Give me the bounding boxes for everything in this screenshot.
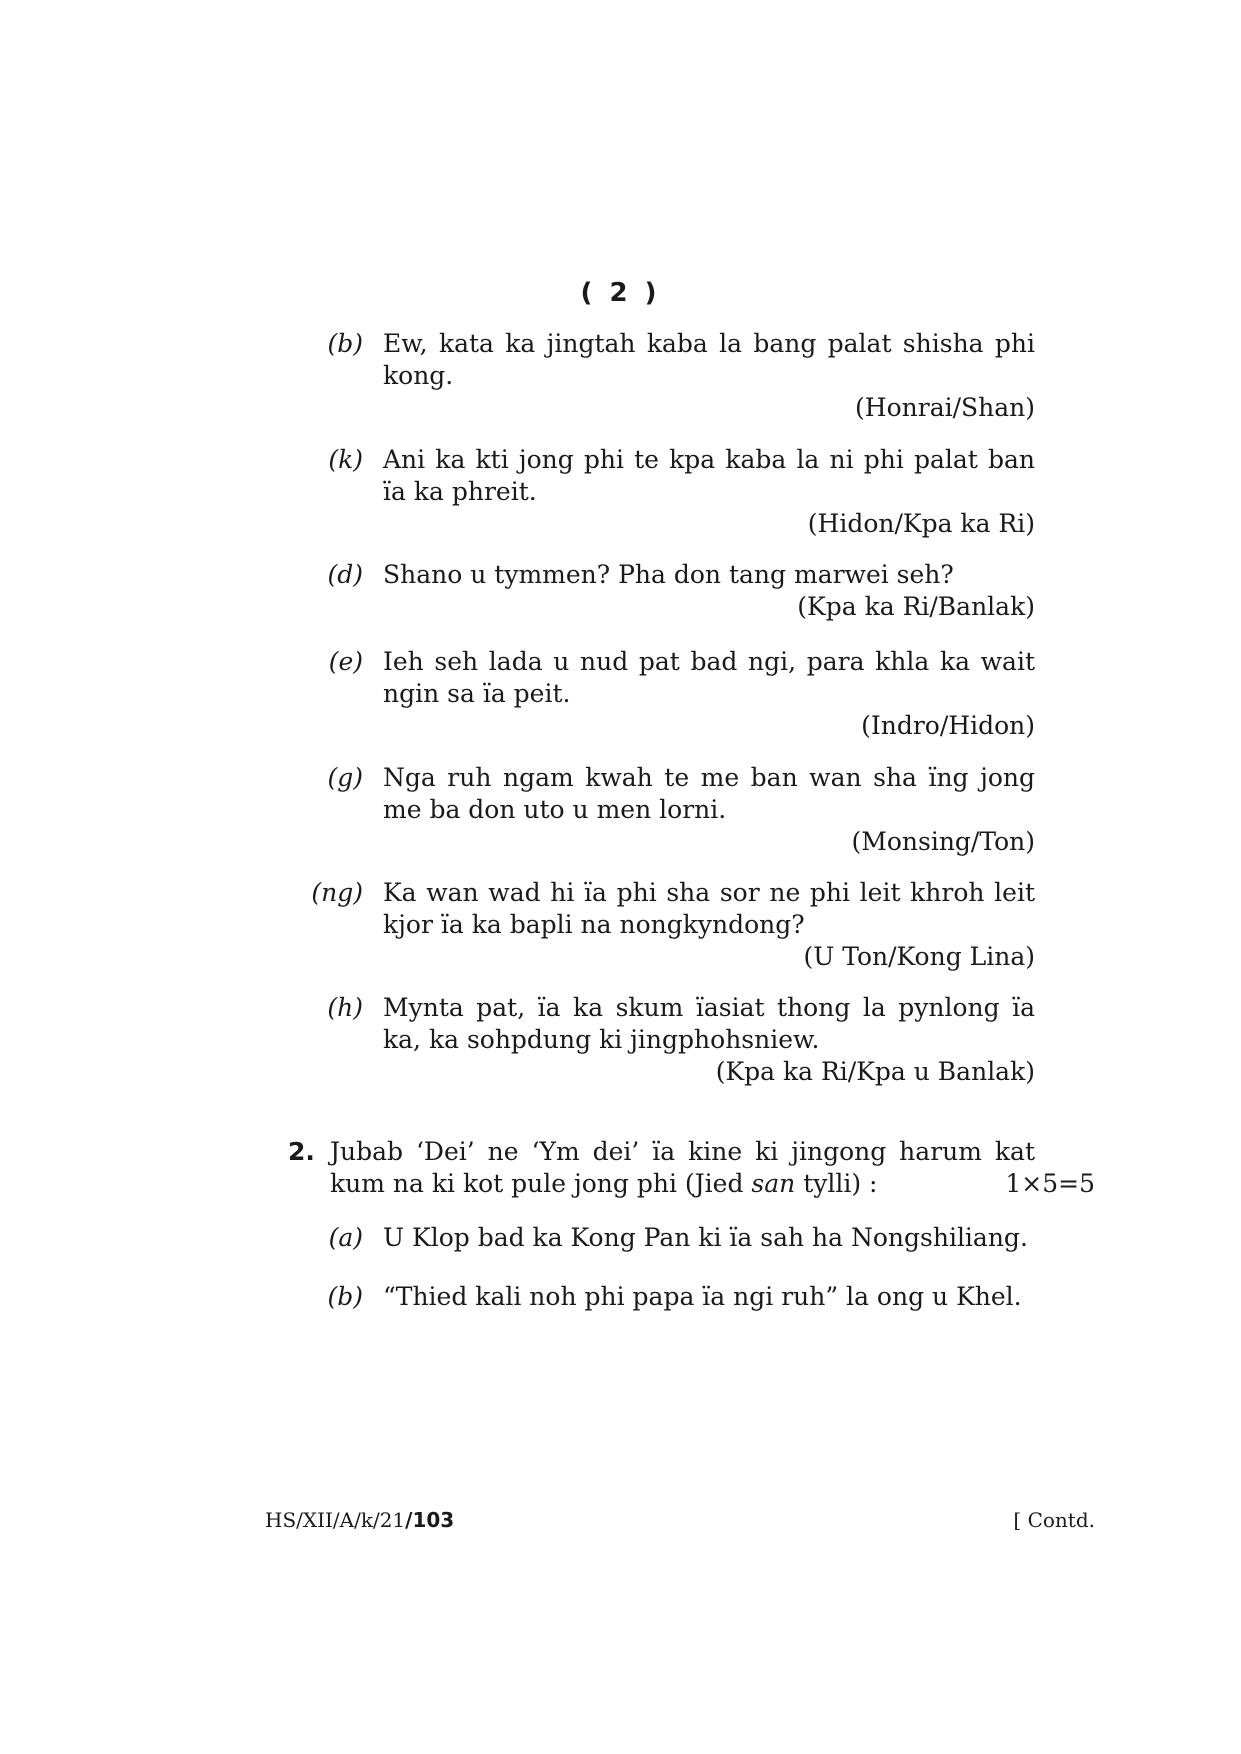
- question-text-italic: san: [751, 1169, 796, 1198]
- item-text: “Thied kali noh phi papa ïa ngi ruh” la ong u Khel.: [383, 1282, 1022, 1311]
- item-text: Ani ka kti jong phi te kpa kaba la ni phi palat ban ïa ka phreit.: [383, 445, 1035, 506]
- item-label: (d): [327, 560, 363, 589]
- question-item-k: [280, 444, 1035, 540]
- item-text: Shano u tymmen? Pha don tang marwei seh?: [383, 560, 954, 589]
- question-text-part: tylli) :: [803, 1169, 878, 1198]
- item-text: Mynta pat, ïa ka skum ïasiat thong la pynlong ïa ka, ka sohpdung ki jingphohsniew.: [383, 993, 1035, 1054]
- question-item-ng: [280, 877, 1035, 973]
- item-source: (Monsing/Ton): [851, 827, 1035, 856]
- item-source: (Kpa ka Ri/Banlak): [797, 592, 1035, 621]
- question-item-h: [280, 992, 1035, 1088]
- statement-b: [280, 1281, 1035, 1313]
- item-label: (b): [327, 1282, 363, 1311]
- item-text: Ieh seh lada u nud pat bad ngi, para khla ka wait ngin sa ïa peit.: [383, 647, 1035, 708]
- item-label: (g): [327, 763, 363, 792]
- question-item-e: [280, 646, 1035, 742]
- marks: 1×5=5: [1005, 1169, 1095, 1198]
- item-text: Nga ruh ngam kwah te me ban wan sha ïng jong me ba don uto u men lorni.: [383, 763, 1035, 824]
- question-number: 2.: [288, 1137, 315, 1166]
- item-source: (Kpa ka Ri/Kpa u Banlak): [715, 1057, 1035, 1086]
- question-item-b: [280, 328, 1035, 424]
- question-text: [330, 1136, 1035, 1200]
- paper-code-prefix: HS/XII/A/k/21: [265, 1508, 406, 1532]
- item-label: (a): [328, 1223, 363, 1252]
- item-source: (Hidon/Kpa ka Ri): [807, 509, 1035, 538]
- statement-a: [280, 1222, 1035, 1254]
- continued-label: [ Contd.: [1013, 1508, 1095, 1532]
- question-item-g: [280, 762, 1035, 858]
- question-item-d: [280, 559, 1035, 623]
- item-source: (U Ton/Kong Lina): [803, 942, 1035, 971]
- item-label: (k): [328, 445, 363, 474]
- item-source: (Honrai/Shan): [855, 393, 1035, 422]
- item-label: (e): [328, 647, 363, 676]
- item-text: Ew, kata ka jingtah kaba la bang palat shisha phi kong.: [383, 329, 1035, 390]
- item-text: U Klop bad ka Kong Pan ki ïa sah ha Nongshiliang.: [383, 1223, 1028, 1252]
- item-label: (b): [327, 329, 363, 358]
- page-footer: [265, 1508, 1095, 1532]
- item-text: Ka wan wad hi ïa phi sha sor ne phi leit khroh leit kjor ïa ka bapli na nongkyndong?: [383, 878, 1035, 939]
- item-label: (h): [327, 993, 363, 1022]
- page-number: ( 2 ): [580, 278, 661, 308]
- paper-code: [265, 1508, 454, 1532]
- item-label: (ng): [311, 878, 363, 907]
- item-source: (Indro/Hidon): [861, 711, 1035, 740]
- paper-code-number: /103: [405, 1508, 455, 1532]
- question-text-part: Jubab ‘Dei’ ne ‘Ym dei’ ïa kine ki jingong harum kat kum na ki kot pule jong phi (Jied: [330, 1137, 1035, 1198]
- question-2: [280, 1136, 1095, 1200]
